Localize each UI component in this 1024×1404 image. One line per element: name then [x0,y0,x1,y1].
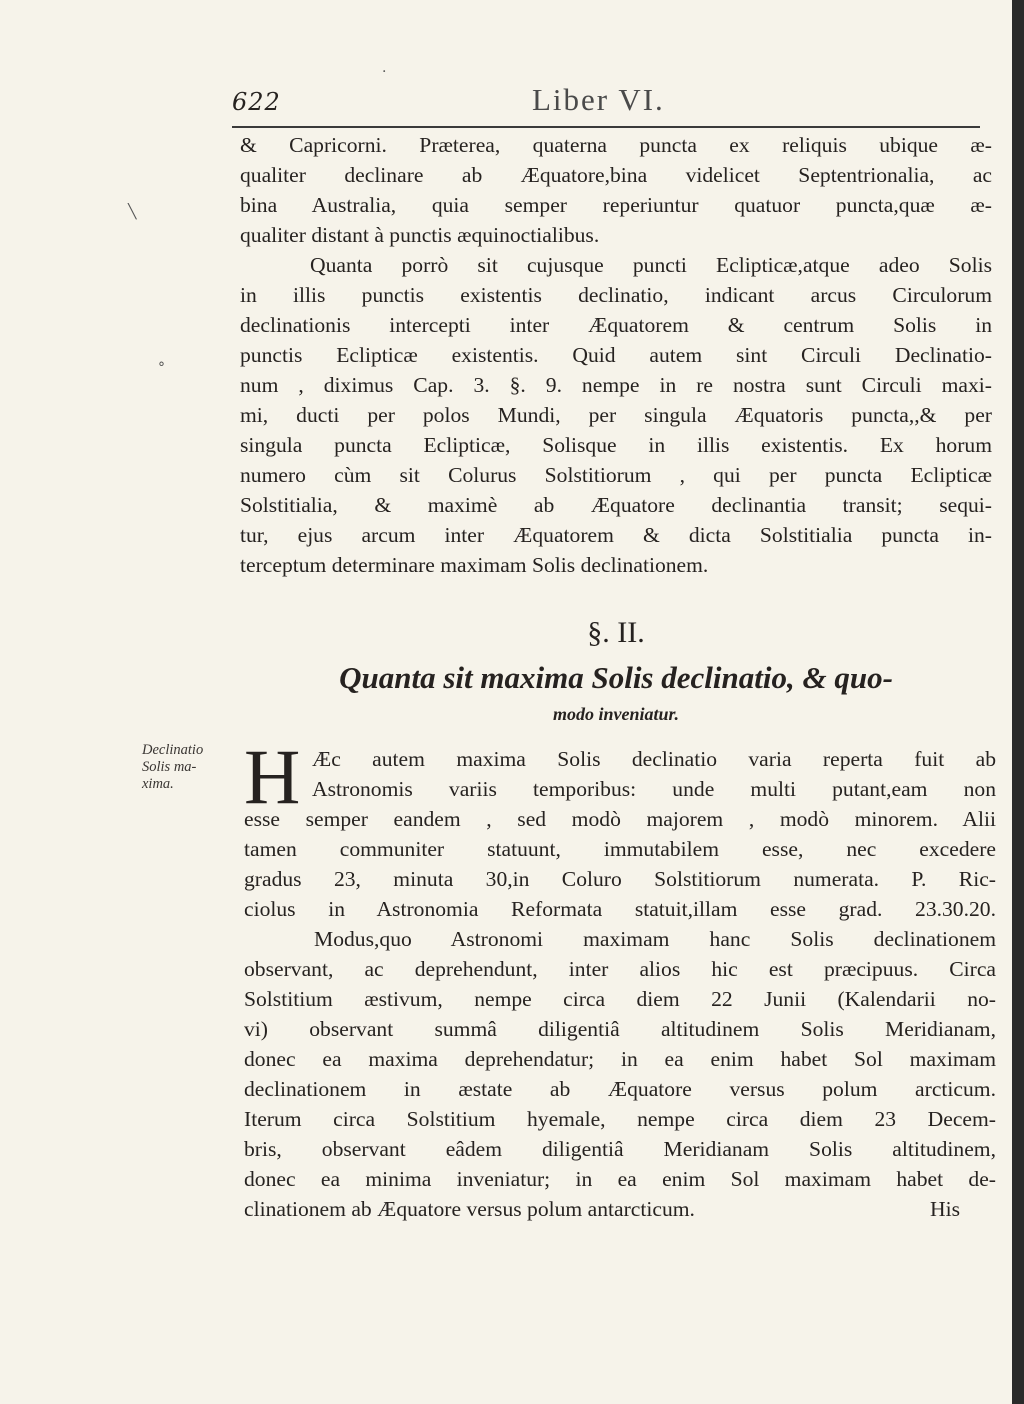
text-line: Æc autem maxima Solis declinatio varia reperta fuit ab [312,747,996,771]
text-line: & Capricorni. Præterea, quaterna puncta ex reliquis ubique æ- [240,133,992,157]
text-line: declinationem in æstate ab Æquatore versus polum arcticum. [244,1077,996,1101]
margin-note-line: xima. [142,776,174,792]
text-line: Quanta porrò sit cujusque puncti Eclipticæ,atque adeo Solis [310,253,992,277]
header-rule [232,126,980,128]
drop-cap: H [244,733,301,820]
text-line: observant, ac deprehendunt, inter alios hic est præcipuus. Circa [244,957,996,981]
text-line: Astronomis variis temporibus: unde multi putant,eam non [312,777,996,801]
running-title: Liber VI. [532,82,665,117]
text-line: donec ea maxima deprehendatur; in ea enim habet Sol maximam [244,1047,996,1071]
text-line: numero cùm sit Colurus Solstitiorum , qui per puncta Eclipticæ [240,463,992,487]
text-line: Solstitium æstivum, nempe circa diem 22 Junii (Kalendarii no- [244,987,996,1011]
text-line: in illis punctis existentis declinatio, indicant arcus Circulorum [240,283,992,307]
margin-mark: ╲ [128,204,137,220]
text-line-content: clinationem ab Æquatore versus polum antarcticum. [244,1197,695,1221]
text-line: bina Australia, quia semper reperiuntur quatuor puncta,quæ æ- [240,193,992,217]
page-edge [1012,0,1024,1404]
page-header [232,82,992,122]
text-line: tur, ejus arcum inter Æquatorem & dicta Solstitialia puncta in- [240,523,992,547]
catchword: His [930,1197,960,1221]
text-line: mi, ducti per polos Mundi, per singula Æquatoris puncta,,& per [240,403,992,427]
text-line: qualiter distant à punctis æquinoctialibus. [240,223,600,247]
text-line: gradus 23, minuta 30,in Coluro Solstitiorum numerata. P. Ric- [244,867,996,891]
text-block-bottom [244,733,996,1224]
section-number: §. II. [587,616,645,649]
page-number: 622 [232,88,281,116]
text-line: esse semper eandem , sed modò majorem , modò minorem. Alii [244,807,996,831]
text-line: qualiter declinare ab Æquatore,bina videlicet Septentrionalia, ac [240,163,992,187]
text-line: tamen communiter statuunt, immutabilem esse, nec excedere [244,837,996,861]
text-line: terceptum determinare maximam Solis declinationem. [240,553,709,577]
text-line: vi) observant summâ diligentiâ altitudinem Solis Meridianam, [244,1017,996,1041]
margin-note-line: Declinatio [142,742,204,758]
text-line-with-catchword [244,1194,996,1224]
text-line: declinationis intercepti inter Æquatorem & centrum Solis in [240,313,992,337]
text-line: ciolus in Astronomia Reformata statuit,illam esse grad. 23.30.20. [244,897,996,921]
section-title: Quanta sit maxima Solis declinatio, & quo- [339,660,893,695]
margin-mark: ° [158,360,165,376]
margin-note [142,742,242,793]
text-line: Solstitialia, & maximè ab Æquatore declinantia transit; sequi- [240,493,992,517]
text-line: donec ea minima inveniatur; in ea enim Sol maximam habet de- [244,1167,996,1191]
margin-note-line: Solis ma- [142,759,197,775]
text-line: Iterum circa Solstitium hyemale, nempe circa diem 23 Decem- [244,1107,996,1131]
text-line: punctis Eclipticæ existentis. Quid autem sint Circuli Declinatio- [240,343,992,367]
text-line: num , diximus Cap. 3. §. 9. nempe in re nostra sunt Circuli maxi- [240,373,992,397]
margin-mark: · [382,64,387,80]
section-title-continued: modo inveniatur. [552,704,680,724]
text-line: Modus,quo Astronomi maximam hanc Solis declinationem [314,927,996,951]
text-line: bris, observant eâdem diligentiâ Meridianam Solis altitudinem, [244,1137,996,1161]
text-line: singula puncta Eclipticæ, Solisque in illis existentis. Ex horum [240,433,992,457]
text-block-top [240,130,992,580]
